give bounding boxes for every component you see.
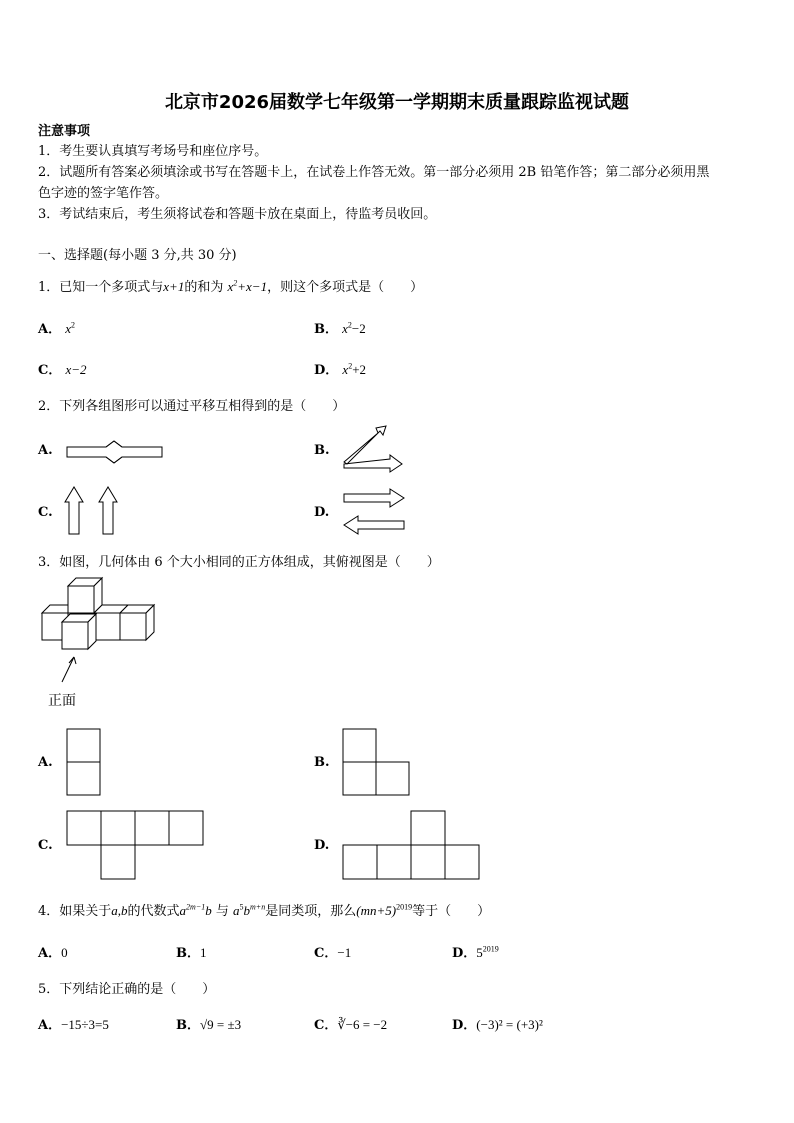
q2-option-a-label[interactable]: A. <box>38 443 53 458</box>
q3-option-a-label[interactable]: A. <box>38 755 53 770</box>
question-4-stem: 4．如果关于a,b的代数式$a^{2m-1}b$ 与 $a^5b^{m+n}$是同类项，那么$(mn+5)^{2019}$等于（ ） <box>38 902 491 919</box>
q3-option-b-figure <box>342 728 414 798</box>
note-2-cont: 色字迹的签字笔作答。 <box>38 186 169 201</box>
q2-option-b-label[interactable]: B. <box>314 443 330 458</box>
q2-option-b-figure <box>340 424 406 474</box>
q4-option-c[interactable]: C．−1 <box>314 945 352 961</box>
q5-option-c[interactable]: C．∛−6 = −2 <box>314 1017 388 1033</box>
q3-front-label: 正面 <box>48 693 76 709</box>
q1-option-d[interactable]: D． $x^2+2$ <box>314 361 367 378</box>
q2-option-a-figure <box>66 440 166 464</box>
q2-option-d-figure <box>342 488 408 536</box>
q3-option-d-figure <box>342 810 484 882</box>
q3-option-d-label[interactable]: D. <box>314 838 330 853</box>
q5-option-d[interactable]: D．(−3)² = (+3)² <box>452 1017 543 1033</box>
q4-option-a[interactable]: A．0 <box>38 945 68 961</box>
q4-option-b[interactable]: B．1 <box>176 945 207 961</box>
note-2: 2．试题所有答案必须填涂或书写在答题卡上，在试卷上作答无效。第一部分必须用 2B 铅笔作答；第二部分必须用黑 <box>38 165 710 180</box>
page-title: 北京市2026届数学七年级第一学期期末质量跟踪监视试题 <box>164 92 630 113</box>
section-heading: 一、选择题(每小题 3 分,共 30 分) <box>38 248 237 263</box>
q3-option-c-figure <box>66 810 206 882</box>
question-1-stem: 1．已知一个多项式与x+1的和为 $x^2+x-1$，则这个多项式是（ ） <box>38 278 424 295</box>
q4-option-d[interactable]: D．$5^{2019}$ <box>452 944 499 961</box>
q2-option-c-label[interactable]: C. <box>38 505 53 520</box>
q1-option-c[interactable]: C． x−2 <box>38 362 87 378</box>
q2-option-d-label[interactable]: D. <box>314 505 330 520</box>
q3-option-a-figure <box>66 728 102 798</box>
q1-option-b[interactable]: B． $x^2-2$ <box>314 320 366 337</box>
question-3-stem: 3．如图，几何体由 6 个大小相同的正方体组成，其俯视图是（ ） <box>38 555 440 570</box>
q5-option-b[interactable]: B．√9 = ±3 <box>176 1017 242 1033</box>
q3-solid-figure <box>40 576 162 676</box>
notes-heading: 注意事项 <box>38 124 91 139</box>
question-2-stem: 2．下列各组图形可以通过平移互相得到的是（ ） <box>38 399 346 414</box>
note-1: 1．考生要认真填写考场号和座位序号。 <box>38 144 268 159</box>
q2-option-c-figure <box>64 486 124 536</box>
q3-option-c-label[interactable]: C. <box>38 838 53 853</box>
note-3: 3．考试结束后，考生须将试卷和答题卡放在桌面上，待监考员收回。 <box>38 207 437 222</box>
q5-option-a[interactable]: A．−15÷3=5 <box>38 1017 109 1033</box>
question-5-stem: 5．下列结论正确的是（ ） <box>38 982 216 997</box>
q3-option-b-label[interactable]: B. <box>314 755 330 770</box>
q1-option-a[interactable]: A． $x^2$ <box>38 320 76 337</box>
